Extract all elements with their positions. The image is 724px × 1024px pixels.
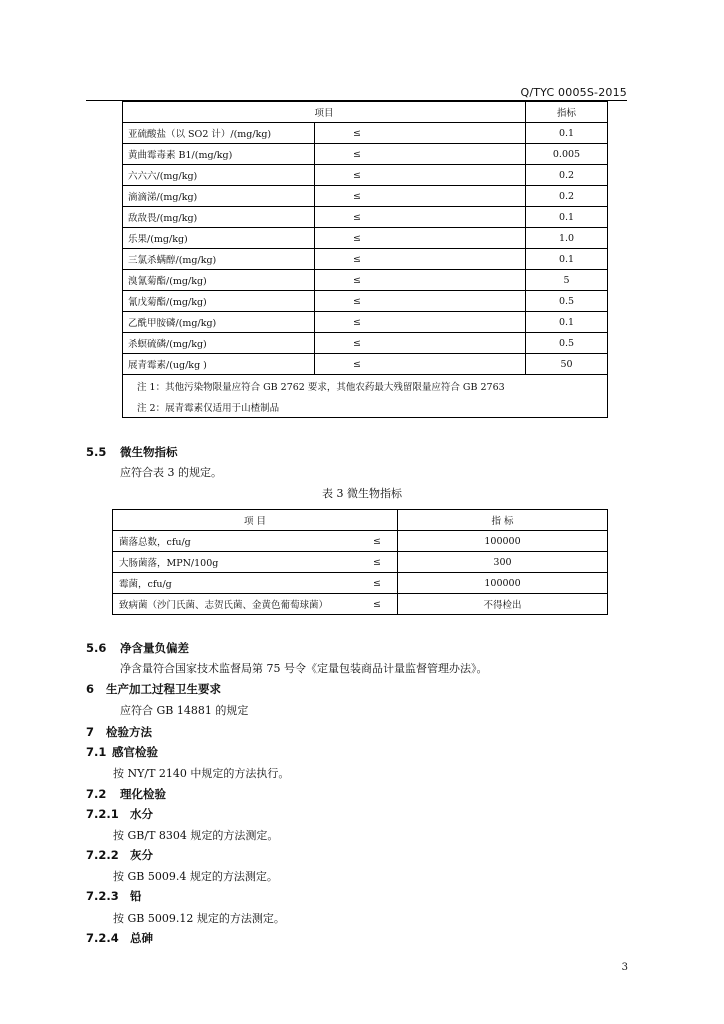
section-7-2-4-heading: 7.2.4 总砷 [86, 931, 153, 945]
table-row: 黄曲霉毒素 B1/(mg/kg) ≤ 0.005 [123, 144, 608, 165]
table-row: 溴氰菊酯/(mg/kg) ≤ 5 [123, 270, 608, 291]
table-row: 乐果/(mg/kg) ≤ 1.0 [123, 228, 608, 249]
microbial-table [112, 509, 608, 615]
table-row: 亚硫酸盐（以 SO2 计）/(mg/kg) ≤ 0.1 [123, 123, 608, 144]
table-3-caption: 表 3 微生物指标 [322, 487, 402, 500]
section-5-5-text: 应符合表 3 的规定。 [120, 466, 222, 479]
page-number: 3 [621, 962, 628, 973]
section-6-heading: 6 生产加工过程卫生要求 [86, 682, 221, 696]
table-header-row [123, 102, 608, 123]
table-row: 滴滴涕/(mg/kg) ≤ 0.2 [123, 186, 608, 207]
table-row: 霉菌，cfu/g ≤ 100000 [113, 573, 608, 594]
section-7-1-text: 按 NY/T 2140 中规定的方法执行。 [113, 767, 290, 780]
table-note-1: 注 1：其他污染物限量应符合 GB 2762 要求，其他农药最大残留限量应符合 GB 2763 [123, 375, 608, 397]
section-5-6-heading: 5.6 净含量负偏差 [86, 641, 189, 655]
section-5-5-heading: 5.5 微生物指标 [86, 445, 178, 459]
section-7-2-3-text: 按 GB 5009.12 规定的方法测定。 [113, 912, 285, 925]
table-note-row [123, 396, 608, 418]
table-row: 氰戊菊酯/(mg/kg) ≤ 0.5 [123, 291, 608, 312]
table-row: 敌敌畏/(mg/kg) ≤ 0.1 [123, 207, 608, 228]
section-7-1-heading: 7.1 感官检验 [86, 745, 158, 759]
section-5-6-text: 净含量符合国家技术监督局第 75 号令《定量包装商品计量监督管理办法》。 [120, 662, 488, 675]
contaminant-table [122, 101, 608, 418]
table-row: 六六六/(mg/kg) ≤ 0.2 [123, 165, 608, 186]
table-header-row [113, 510, 608, 531]
section-7-2-2-heading: 7.2.2 灰分 [86, 848, 153, 862]
document-code: Q/TYC 0005S-2015 [520, 86, 627, 99]
table-row: 大肠菌落，MPN/100g ≤ 300 [113, 552, 608, 573]
header-value: 指标 [526, 102, 608, 123]
table-row: 杀螟硫磷/(mg/kg) ≤ 0.5 [123, 333, 608, 354]
table-row: 三氯杀螨醇/(mg/kg) ≤ 0.1 [123, 249, 608, 270]
table-note-row [123, 375, 608, 397]
section-7-2-3-heading: 7.2.3 铅 [86, 889, 142, 903]
section-7-2-1-heading: 7.2.1 水分 [86, 807, 153, 821]
header-value: 指 标 [398, 510, 608, 531]
header-item: 项目 [123, 102, 526, 123]
table-row: 致病菌（沙门氏菌、志贺氏菌、金黄色葡萄球菌） ≤ 不得检出 [113, 594, 608, 615]
header-item: 项 目 [113, 510, 398, 531]
table-row: 乙酰甲胺磷/(mg/kg) ≤ 0.1 [123, 312, 608, 333]
section-6-text: 应符合 GB 14881 的规定 [120, 704, 249, 717]
table-row: 展青霉素/(ug/kg ) ≤ 50 [123, 354, 608, 375]
section-7-2-2-text: 按 GB 5009.4 规定的方法测定。 [113, 870, 278, 883]
section-7-heading: 7 检验方法 [86, 725, 152, 739]
section-7-2-heading: 7.2 理化检验 [86, 787, 166, 801]
section-7-2-1-text: 按 GB/T 8304 规定的方法测定。 [113, 829, 279, 842]
table-row: 菌落总数，cfu/g ≤ 100000 [113, 531, 608, 552]
table-note-2: 注 2：展青霉素仅适用于山楂制品 [123, 396, 608, 418]
